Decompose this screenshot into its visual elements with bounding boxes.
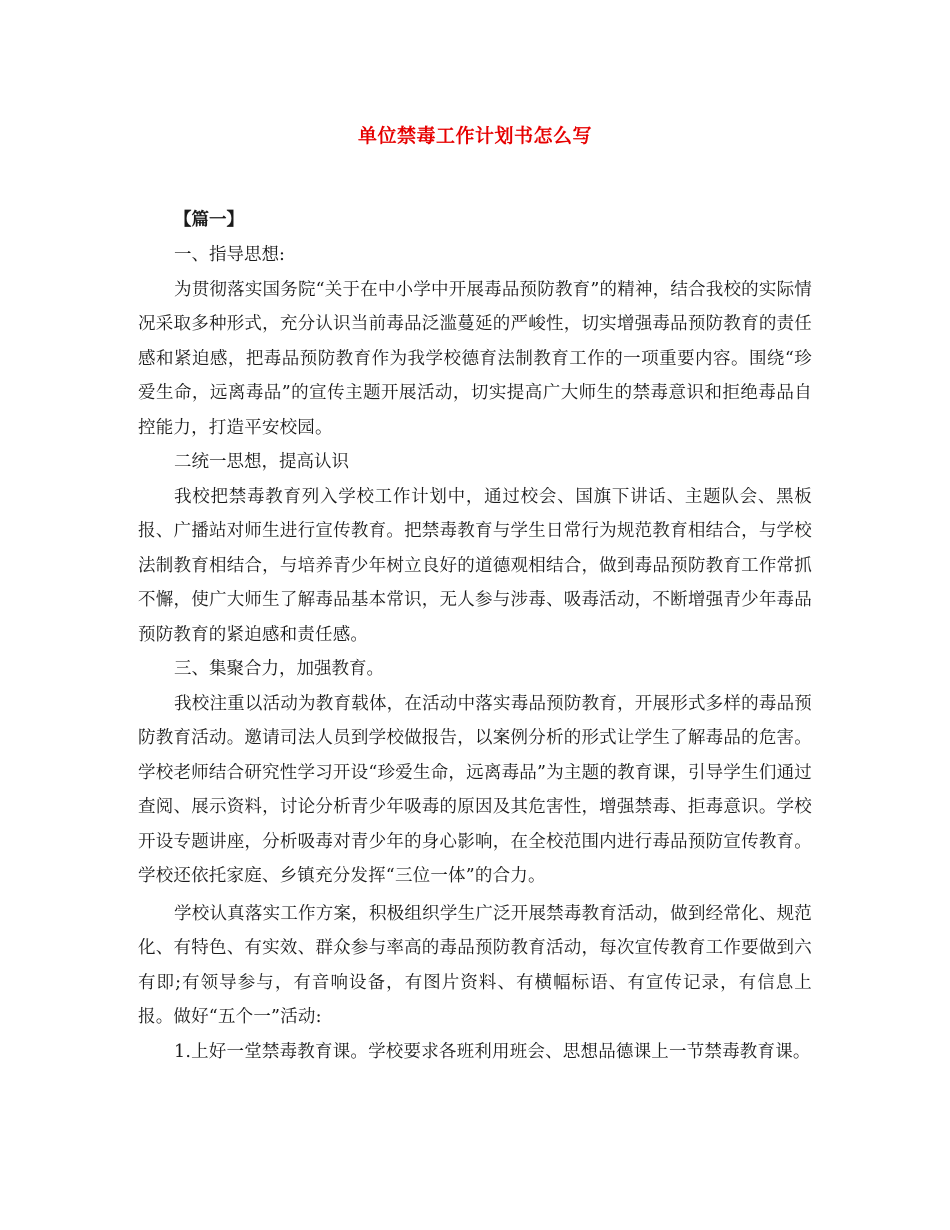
paragraph: 学校认真落实工作方案，积极组织学生广泛开展禁毒教育活动，做到经常化、规范化、有特色、有实效、群众参与率高的毒品预防教育活动，每次宣传教育工作要做到六有即;有领导参与，有音响设备，有图片资料、有横幅标语、有宣传记录，有信息上报。做好“五个一”活动: xyxy=(138,903,812,1027)
section-label: 【篇一】 xyxy=(174,210,244,230)
paragraph: 我校注重以活动为教育载体，在活动中落实毒品预防教育，开展形式多样的毒品预防教育活动。邀请司法人员到学校做报告，以案例分析的形式让学生了解毒品的危害。学校老师结合研究性学习开设“珍爱生命，远离毒品”为主题的教育课，引导学生们通过查阅、展示资料，讨论分析青少年吸毒的原因及其危害性，增强禁毒、拒毒意识。学校开设专题讲座，分析吸毒对青少年的身心影响，在全校范围内进行毒品预防宣传教育。学校还依托家庭、乡镇充分发挥“三位一体”的合力。 xyxy=(138,693,812,886)
paragraph: 1.上好一堂禁毒教育课。学校要求各班利用班会、思想品德课上一节禁毒教育课。 xyxy=(174,1041,811,1062)
heading-guiding-ideology: 一、指导思想: xyxy=(174,245,285,265)
paragraph: 为贯彻落实国务院“关于在中小学中开展毒品预防教育”的精神，结合我校的实际情况采取多种形式，充分认识当前毒品泛滥蔓延的严峻性，切实增强毒品预防教育的责任感和紧迫感，把毒品预防教育作为我学校德育法制教育工作的一项重要内容。围绕“珍爱生命，远离毒品”的宣传主题开展活动，切实提高广大师生的禁毒意识和拒绝毒品自控能力，打造平安校园。 xyxy=(138,279,812,438)
heading-gather-strength: 三、集聚合力，加强教育。 xyxy=(174,659,384,679)
document-title: 单位禁毒工作计划书怎么写 xyxy=(357,125,592,147)
paragraph: 我校把禁毒教育列入学校工作计划中，通过校会、国旗下讲话、主题队会、黑板报、广播站对师生进行宣传教育。把禁毒教育与学生日常行为规范教育相结合，与学校法制教育相结合，与培养青少年树立良好的道德观相结合，做到毒品预防教育工作常抓不懈，使广大师生了解毒品基本常识，无人参与涉毒、吸毒活动，不断增强青少年毒品预防教育的紧迫感和责任感。 xyxy=(138,486,812,645)
heading-unify-thinking: 二统一思想，提高认识 xyxy=(174,452,349,472)
document-body xyxy=(138,202,812,1069)
